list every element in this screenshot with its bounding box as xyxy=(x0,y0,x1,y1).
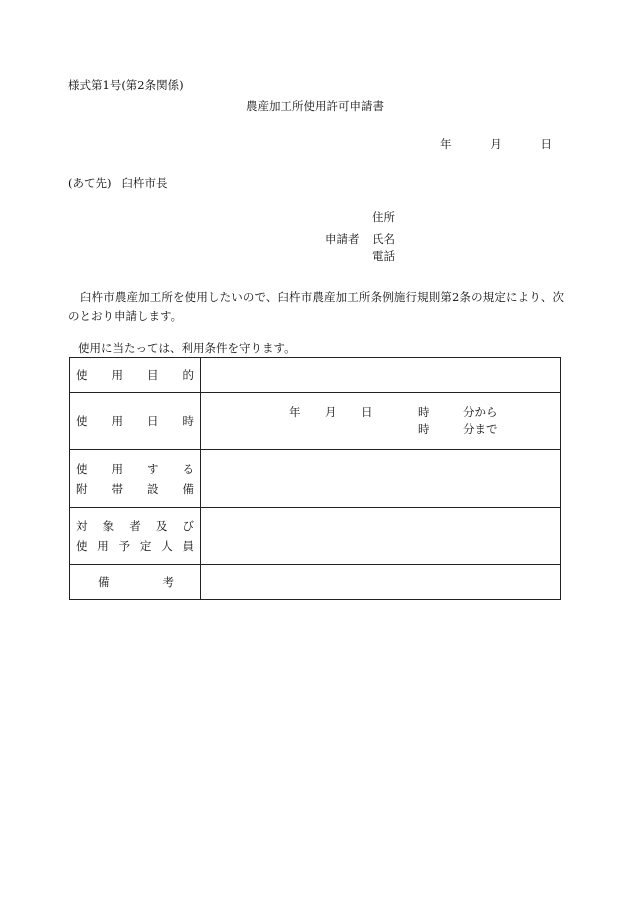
label-char: 使 xyxy=(76,368,88,382)
equipment-field[interactable] xyxy=(201,450,561,508)
label-char: 附 xyxy=(76,481,88,496)
date-day-label: 日 xyxy=(540,137,552,151)
label-char: 対 xyxy=(76,519,88,533)
label-char: 設 xyxy=(147,481,159,496)
remarks-field[interactable] xyxy=(201,565,561,600)
label-char: 日 xyxy=(147,414,159,428)
document-title: 農産加工所使用許可申請書 xyxy=(246,99,384,113)
dt-to-label: 分まで xyxy=(463,422,498,436)
label-remarks xyxy=(70,565,201,600)
dt-month-label: 月 xyxy=(325,405,337,419)
label-char: 人 xyxy=(161,539,173,553)
label-char: び xyxy=(182,519,194,533)
date-line xyxy=(440,139,552,151)
usage-note: 使用に当たっては、利用条件を守ります。 xyxy=(78,341,296,355)
label-char: 象 xyxy=(102,519,115,533)
label-char: 用 xyxy=(111,368,123,382)
addressee-name: 臼杵市長 xyxy=(121,176,168,190)
persons-field[interactable] xyxy=(201,508,561,565)
dt-from-label: 分から xyxy=(463,405,498,419)
applicant-phone-label: 電話 xyxy=(372,249,395,263)
label-char: 帯 xyxy=(111,481,123,496)
label-equipment xyxy=(70,450,201,508)
label-char: 用 xyxy=(111,461,123,476)
label-char: 用 xyxy=(97,539,109,553)
label-char: 使 xyxy=(76,539,88,553)
dt-year-label: 年 xyxy=(289,405,301,419)
label-char: す xyxy=(147,461,159,476)
table-row-equipment xyxy=(70,450,561,508)
table-row-remarks xyxy=(70,565,561,600)
label-char: 使 xyxy=(76,461,88,476)
purpose-field[interactable] xyxy=(201,358,561,393)
form-number: 様式第1号(第2条関係) xyxy=(68,78,184,92)
table-row-datetime xyxy=(70,393,561,450)
dt-end-hour-label: 時 xyxy=(418,422,430,436)
label-char: 考 xyxy=(162,575,174,589)
label-char: 予 xyxy=(118,539,131,553)
label-char: 的 xyxy=(182,368,194,382)
application-statement: 臼杵市農産加工所を使用したいので、臼杵市農産加工所条例施行規則第2条の規定により、次のとおり申請します。 xyxy=(68,290,564,323)
label-char: 使 xyxy=(76,414,88,428)
dt-day-label: 日 xyxy=(361,405,373,419)
label-char: 用 xyxy=(111,414,123,428)
label-char: 時 xyxy=(182,414,194,428)
datetime-end-line xyxy=(201,421,560,438)
datetime-field[interactable] xyxy=(201,393,561,450)
applicant-name-label: 氏名 xyxy=(372,232,395,246)
datetime-start-line xyxy=(201,404,560,421)
table-row-purpose xyxy=(70,358,561,393)
date-month-label: 月 xyxy=(490,137,502,151)
label-char: 備 xyxy=(98,575,110,589)
label-persons xyxy=(70,508,201,565)
addressee-prefix: (あて先) xyxy=(68,176,112,190)
label-char: 員 xyxy=(182,539,194,553)
table-row-persons xyxy=(70,508,561,565)
applicant-label: 申請者 xyxy=(325,232,360,246)
label-char: 備 xyxy=(182,481,194,496)
label-char: 目 xyxy=(147,368,159,382)
label-char: る xyxy=(182,461,194,476)
addressee xyxy=(68,178,167,190)
date-year-label: 年 xyxy=(440,137,452,151)
application-table xyxy=(69,357,561,600)
label-char: 者 xyxy=(129,519,141,533)
label-purpose xyxy=(70,358,201,393)
dt-start-hour-label: 時 xyxy=(418,405,430,419)
label-char: 定 xyxy=(139,539,152,553)
label-datetime xyxy=(70,393,201,450)
label-char: 及 xyxy=(155,519,168,533)
applicant-address-label: 住所 xyxy=(372,210,395,224)
